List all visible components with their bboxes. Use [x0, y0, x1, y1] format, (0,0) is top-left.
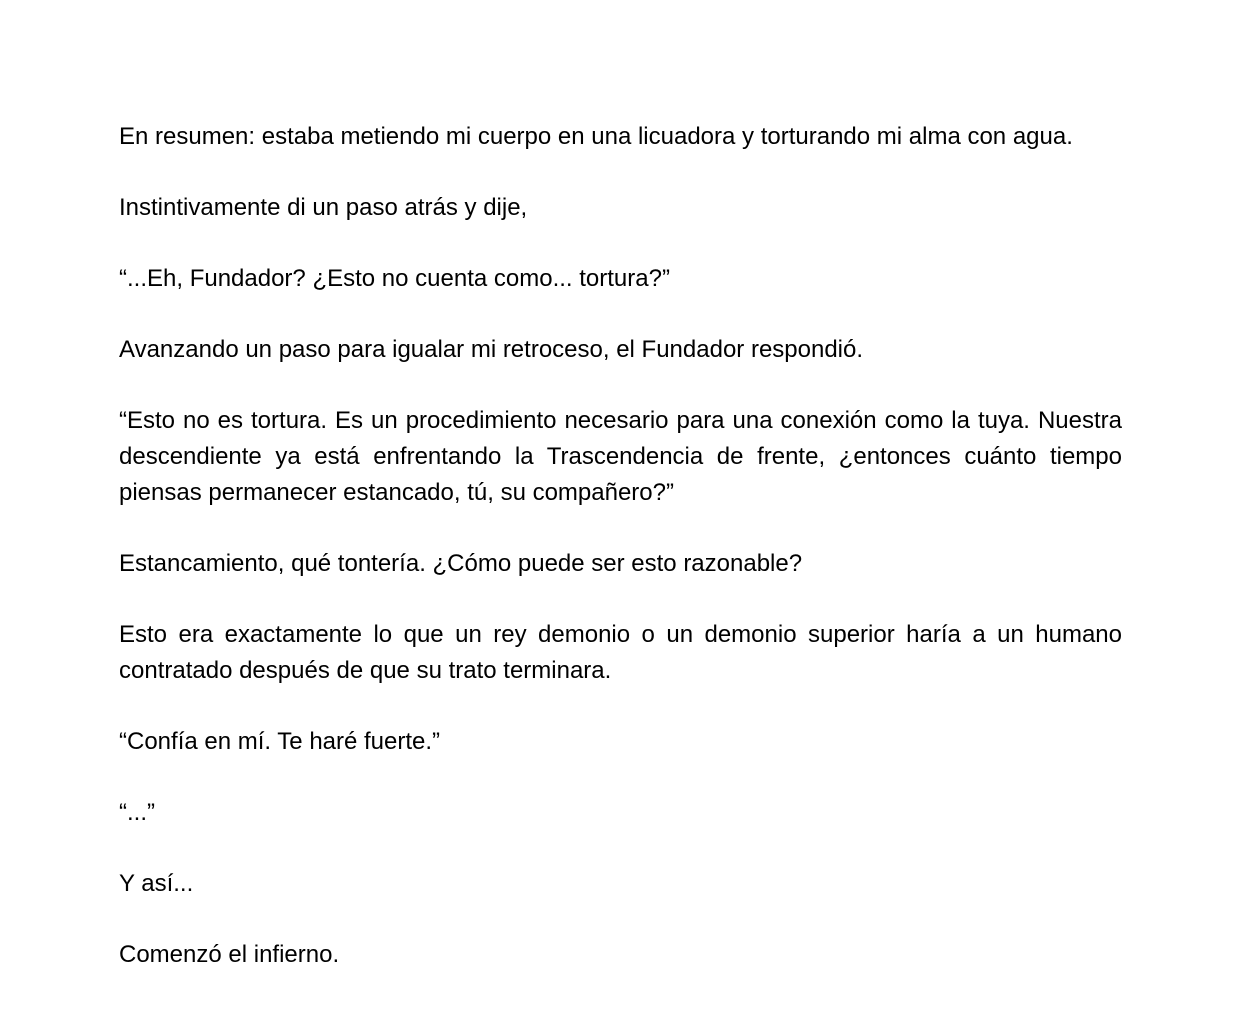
paragraph: Estancamiento, qué tontería. ¿Cómo puede ser esto razonable? — [119, 550, 803, 577]
paragraph: Esto era exactamente lo que un rey demonio o un demonio superior haría a un humano contratado después de que su trato terminara. — [119, 621, 1122, 684]
paragraph: “Confía en mí. Te haré fuerte.” — [119, 728, 441, 755]
paragraph: Comenzó el infierno. — [119, 941, 340, 968]
paragraph: “Esto no es tortura. Es un procedimiento necesario para una conexión como la tuya. Nuestra descendiente ya está enfrentando la Trascendencia de frente, ¿entonces cuánto tiempo piensas permanecer estancado, tú, su compañero?” — [119, 407, 1122, 506]
paragraph: Avanzando un paso para igualar mi retroceso, el Fundador respondió. — [119, 336, 864, 363]
paragraph: “...” — [119, 799, 155, 826]
paragraph: “...Eh, Fundador? ¿Esto no cuenta como... tortura?” — [119, 265, 670, 292]
document-body — [119, 119, 1122, 973]
paragraph: En resumen: estaba metiendo mi cuerpo en una licuadora y torturando mi alma con agua. — [119, 123, 1073, 150]
paragraph: Instintivamente di un paso atrás y dije, — [119, 194, 528, 221]
paragraph: Y así... — [119, 870, 194, 897]
